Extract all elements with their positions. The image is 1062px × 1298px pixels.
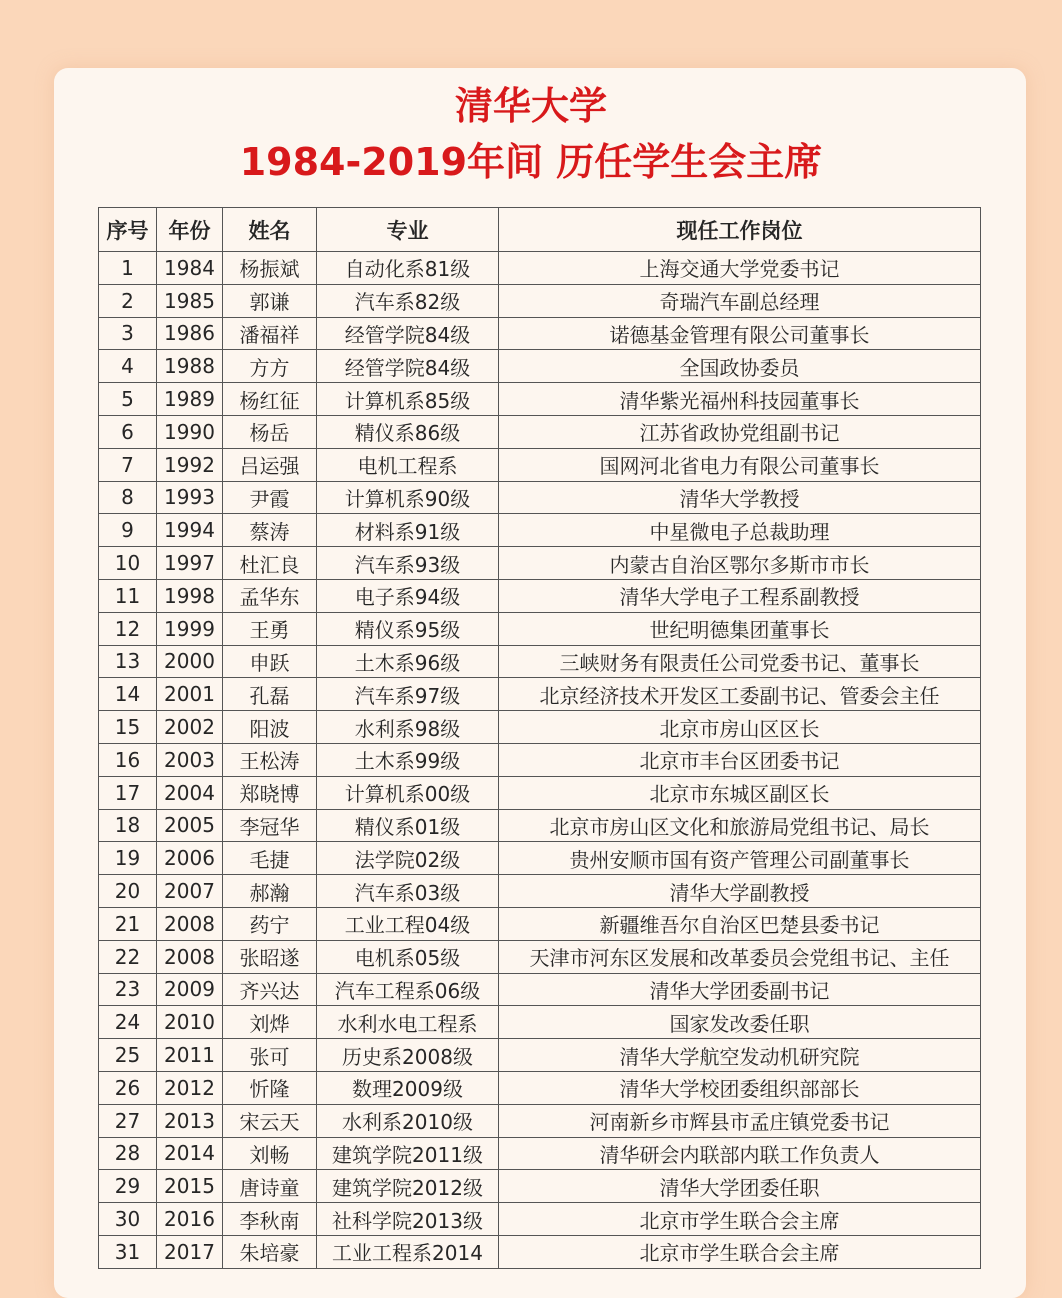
- cell-index: 17: [99, 776, 157, 809]
- cell-year: 2006: [157, 842, 223, 875]
- cell-name: 刘畅: [223, 1137, 317, 1170]
- cell-index: 18: [99, 809, 157, 842]
- cell-name: 孟华东: [223, 579, 317, 612]
- cell-major: 计算机系90级: [317, 481, 499, 514]
- cell-major: 精仪系86级: [317, 415, 499, 448]
- cell-name: 孔磊: [223, 678, 317, 711]
- cell-year: 2003: [157, 743, 223, 776]
- cell-index: 25: [99, 1039, 157, 1072]
- cell-index: 14: [99, 678, 157, 711]
- cell-position: 北京市学生联合会主席: [499, 1203, 981, 1236]
- cell-index: 10: [99, 547, 157, 580]
- cell-index: 21: [99, 907, 157, 940]
- cell-index: 12: [99, 612, 157, 645]
- title-university: 清华大学: [454, 84, 607, 128]
- cell-year: 1998: [157, 579, 223, 612]
- cell-position: 贵州安顺市国有资产管理公司副董事长: [499, 842, 981, 875]
- cell-name: 吕运强: [223, 448, 317, 481]
- cell-major: 水利水电工程系: [317, 1006, 499, 1039]
- cell-major: 自动化系81级: [317, 252, 499, 285]
- cell-year: 1986: [157, 317, 223, 350]
- cell-position: 三峡财务有限责任公司党委书记、董事长: [499, 645, 981, 678]
- cell-name: 李冠华: [223, 809, 317, 842]
- cell-major: 电子系94级: [317, 579, 499, 612]
- cell-index: 6: [99, 415, 157, 448]
- cell-name: 王勇: [223, 612, 317, 645]
- cell-year: 2007: [157, 875, 223, 908]
- cell-position: 天津市河东区发展和改革委员会党组书记、主任: [499, 940, 981, 973]
- title-subtitle: 1984-2019年间 历任学生会主席: [239, 140, 823, 184]
- cell-index: 22: [99, 940, 157, 973]
- cell-index: 27: [99, 1104, 157, 1137]
- cell-year: 2000: [157, 645, 223, 678]
- cell-name: 阳波: [223, 711, 317, 744]
- cell-position: 北京市房山区区长: [499, 711, 981, 744]
- cell-year: 2008: [157, 907, 223, 940]
- cell-position: 上海交通大学党委书记: [499, 252, 981, 285]
- cell-major: 电机系05级: [317, 940, 499, 973]
- cell-name: 郭谦: [223, 284, 317, 317]
- table-row: [99, 547, 981, 580]
- cell-name: 潘福祥: [223, 317, 317, 350]
- table-row: [99, 743, 981, 776]
- cell-index: 15: [99, 711, 157, 744]
- cell-position: 江苏省政协党组副书记: [499, 415, 981, 448]
- cell-index: 20: [99, 875, 157, 908]
- table-row: [99, 415, 981, 448]
- cell-position: 诺德基金管理有限公司董事长: [499, 317, 981, 350]
- cell-position: 清华研会内联部内联工作负责人: [499, 1137, 981, 1170]
- cell-position: 北京市学生联合会主席: [499, 1235, 981, 1268]
- table-row: [99, 383, 981, 416]
- cell-name: 张可: [223, 1039, 317, 1072]
- header-major: 专业: [317, 208, 499, 252]
- cell-name: 药宁: [223, 907, 317, 940]
- cell-position: 中星微电子总裁助理: [499, 514, 981, 547]
- cell-name: 刘烨: [223, 1006, 317, 1039]
- cell-major: 社科学院2013级: [317, 1203, 499, 1236]
- cell-major: 工业工程04级: [317, 907, 499, 940]
- cell-index: 26: [99, 1071, 157, 1104]
- header-position: 现任工作岗位: [499, 208, 981, 252]
- cell-name: 蔡涛: [223, 514, 317, 547]
- cell-year: 1993: [157, 481, 223, 514]
- table-row: [99, 1137, 981, 1170]
- cell-year: 2011: [157, 1039, 223, 1072]
- cell-index: 19: [99, 842, 157, 875]
- table-row: [99, 1006, 981, 1039]
- cell-name: 杜汇良: [223, 547, 317, 580]
- cell-position: 清华紫光福州科技园董事长: [499, 383, 981, 416]
- cell-index: 11: [99, 579, 157, 612]
- cell-position: 北京市房山区文化和旅游局党组书记、局长: [499, 809, 981, 842]
- cell-index: 16: [99, 743, 157, 776]
- table-row: [99, 1170, 981, 1203]
- cell-position: 北京经济技术开发区工委副书记、管委会主任: [499, 678, 981, 711]
- cell-year: 2001: [157, 678, 223, 711]
- cell-position: 清华大学教授: [499, 481, 981, 514]
- table-row: [99, 842, 981, 875]
- cell-name: 忻隆: [223, 1071, 317, 1104]
- cell-name: 申跃: [223, 645, 317, 678]
- table-row: [99, 514, 981, 547]
- cell-position: 清华大学电子工程系副教授: [499, 579, 981, 612]
- cell-position: 河南新乡市辉县市孟庄镇党委书记: [499, 1104, 981, 1137]
- table-row: [99, 579, 981, 612]
- cell-major: 精仪系01级: [317, 809, 499, 842]
- table-row: [99, 1235, 981, 1268]
- cell-major: 建筑学院2011级: [317, 1137, 499, 1170]
- cell-year: 2012: [157, 1071, 223, 1104]
- cell-year: 1984: [157, 252, 223, 285]
- cell-year: 1992: [157, 448, 223, 481]
- cell-major: 水利系98级: [317, 711, 499, 744]
- cell-position: 全国政协委员: [499, 350, 981, 383]
- header-index: 序号: [99, 208, 157, 252]
- table-body: [99, 252, 981, 1269]
- presidents-table: [98, 207, 981, 1269]
- cell-name: 郑晓博: [223, 776, 317, 809]
- cell-major: 法学院02级: [317, 842, 499, 875]
- cell-year: 2004: [157, 776, 223, 809]
- cell-position: 清华大学航空发动机研究院: [499, 1039, 981, 1072]
- cell-major: 汽车系97级: [317, 678, 499, 711]
- cell-index: 31: [99, 1235, 157, 1268]
- cell-major: 数理2009级: [317, 1071, 499, 1104]
- cell-name: 王松涛: [223, 743, 317, 776]
- cell-major: 土木系99级: [317, 743, 499, 776]
- cell-index: 9: [99, 514, 157, 547]
- cell-year: 2013: [157, 1104, 223, 1137]
- cell-name: 李秋南: [223, 1203, 317, 1236]
- cell-position: 奇瑞汽车副总经理: [499, 284, 981, 317]
- cell-major: 汽车系03级: [317, 875, 499, 908]
- table-row: [99, 776, 981, 809]
- cell-index: 29: [99, 1170, 157, 1203]
- table-row: [99, 481, 981, 514]
- table-row: [99, 678, 981, 711]
- cell-index: 5: [99, 383, 157, 416]
- header-name: 姓名: [223, 208, 317, 252]
- cell-year: 2008: [157, 940, 223, 973]
- cell-major: 经管学院84级: [317, 317, 499, 350]
- cell-year: 2009: [157, 973, 223, 1006]
- cell-major: 水利系2010级: [317, 1104, 499, 1137]
- cell-major: 工业工程系2014: [317, 1235, 499, 1268]
- cell-position: 清华大学校团委组织部部长: [499, 1071, 981, 1104]
- cell-position: 国家发改委任职: [499, 1006, 981, 1039]
- cell-year: 1997: [157, 547, 223, 580]
- cell-name: 张昭遂: [223, 940, 317, 973]
- table-row: [99, 645, 981, 678]
- cell-position: 清华大学团委任职: [499, 1170, 981, 1203]
- table-row: [99, 284, 981, 317]
- cell-index: 23: [99, 973, 157, 1006]
- cell-major: 精仪系95级: [317, 612, 499, 645]
- table-row: [99, 252, 981, 285]
- cell-year: 2010: [157, 1006, 223, 1039]
- cell-name: 郝瀚: [223, 875, 317, 908]
- cell-name: 毛捷: [223, 842, 317, 875]
- cell-position: 世纪明德集团董事长: [499, 612, 981, 645]
- table-row: [99, 940, 981, 973]
- cell-major: 土木系96级: [317, 645, 499, 678]
- cell-index: 24: [99, 1006, 157, 1039]
- cell-year: 2014: [157, 1137, 223, 1170]
- cell-year: 1985: [157, 284, 223, 317]
- table-row: [99, 973, 981, 1006]
- cell-index: 7: [99, 448, 157, 481]
- cell-name: 杨振斌: [223, 252, 317, 285]
- table-row: [99, 317, 981, 350]
- cell-year: 2015: [157, 1170, 223, 1203]
- cell-year: 1990: [157, 415, 223, 448]
- cell-index: 30: [99, 1203, 157, 1236]
- cell-index: 2: [99, 284, 157, 317]
- cell-year: 1994: [157, 514, 223, 547]
- cell-name: 宋云天: [223, 1104, 317, 1137]
- cell-position: 北京市东城区副区长: [499, 776, 981, 809]
- cell-year: 1999: [157, 612, 223, 645]
- cell-major: 建筑学院2012级: [317, 1170, 499, 1203]
- table-row: [99, 1104, 981, 1137]
- table-row: [99, 448, 981, 481]
- cell-major: 材料系91级: [317, 514, 499, 547]
- cell-position: 清华大学副教授: [499, 875, 981, 908]
- cell-major: 电机工程系: [317, 448, 499, 481]
- cell-name: 杨岳: [223, 415, 317, 448]
- cell-index: 8: [99, 481, 157, 514]
- table-row: [99, 612, 981, 645]
- cell-index: 1: [99, 252, 157, 285]
- cell-position: 北京市丰台区团委书记: [499, 743, 981, 776]
- cell-name: 方方: [223, 350, 317, 383]
- cell-position: 清华大学团委副书记: [499, 973, 981, 1006]
- table-header-row: [99, 208, 981, 252]
- cell-year: 2016: [157, 1203, 223, 1236]
- cell-name: 齐兴达: [223, 973, 317, 1006]
- table-row: [99, 1203, 981, 1236]
- cell-name: 尹霞: [223, 481, 317, 514]
- cell-position: 国网河北省电力有限公司董事长: [499, 448, 981, 481]
- cell-position: 内蒙古自治区鄂尔多斯市市长: [499, 547, 981, 580]
- cell-index: 4: [99, 350, 157, 383]
- cell-major: 历史系2008级: [317, 1039, 499, 1072]
- cell-index: 3: [99, 317, 157, 350]
- cell-major: 计算机系00级: [317, 776, 499, 809]
- cell-index: 28: [99, 1137, 157, 1170]
- table-row: [99, 1071, 981, 1104]
- cell-name: 杨红征: [223, 383, 317, 416]
- cell-year: 2002: [157, 711, 223, 744]
- table-row: [99, 809, 981, 842]
- cell-major: 计算机系85级: [317, 383, 499, 416]
- table-row: [99, 1039, 981, 1072]
- header-year: 年份: [157, 208, 223, 252]
- table-row: [99, 907, 981, 940]
- cell-year: 2005: [157, 809, 223, 842]
- cell-position: 新疆维吾尔自治区巴楚县委书记: [499, 907, 981, 940]
- cell-name: 朱培豪: [223, 1235, 317, 1268]
- table-row: [99, 711, 981, 744]
- table-row: [99, 875, 981, 908]
- cell-year: 1988: [157, 350, 223, 383]
- cell-name: 唐诗童: [223, 1170, 317, 1203]
- cell-year: 1989: [157, 383, 223, 416]
- cell-major: 经管学院84级: [317, 350, 499, 383]
- cell-major: 汽车系93级: [317, 547, 499, 580]
- cell-index: 13: [99, 645, 157, 678]
- table-row: [99, 350, 981, 383]
- cell-major: 汽车工程系06级: [317, 973, 499, 1006]
- cell-year: 2017: [157, 1235, 223, 1268]
- cell-major: 汽车系82级: [317, 284, 499, 317]
